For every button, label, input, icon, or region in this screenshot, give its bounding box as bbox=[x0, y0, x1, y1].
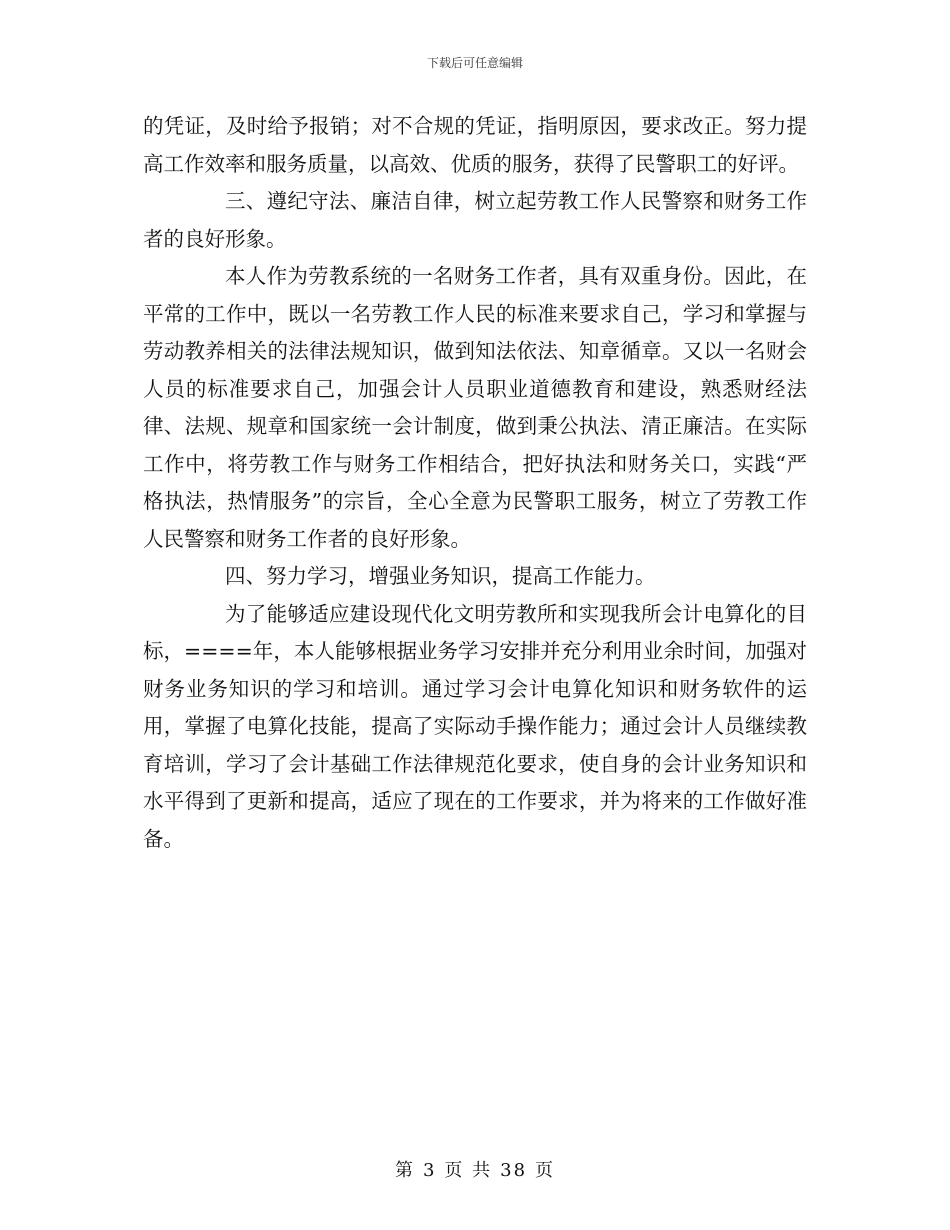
section-heading-4: 四、努力学习，增强业务知识，提高工作能力。 bbox=[225, 564, 656, 588]
footer-suffix: 页 bbox=[535, 1160, 556, 1181]
paragraph-1: 的凭证，及时给予报销；对不合规的凭证，指明原因，要求改正。努力提高工作效率和服务质量，以高效、优质的服务，获得了民警职工的好评。 bbox=[143, 114, 807, 176]
document-body bbox=[143, 108, 807, 858]
footer-prefix: 第 bbox=[394, 1160, 415, 1181]
paragraph-2: 本人作为劳教系统的一名财务工作者，具有双重身份。因此，在平常的工作中，既以一名劳教工作人民的标准来要求自己，学习和掌握与劳动教养相关的法律法规知识，做到知法依法、知章循章。又以一名财会人员的标准要求自己，加强会计人员职业道德教育和建设，熟悉财经法律、法规、规章和国家统一会计制度，做到秉公执法、清正廉洁。在实际工作中，将劳教工作与财务工作相结合，把好执法和财务关口，实践“严格执法，热情服务”的宗旨，全心全意为民警职工服务，树立了劳教工作人民警察和财务工作者的良好形象。 bbox=[143, 264, 807, 551]
page-header: 下载后可任意编辑 bbox=[426, 56, 523, 70]
paragraph-3: 为了能够适应建设现代化文明劳教所和实现我所会计电算化的目标，====年，本人能够根据业务学习安排并充分利用业余时间，加强对财务业务知识的学习和培训。通过学习会计电算化知识和财务软件的运用，掌握了电算化技能，提高了实际动手操作能力；通过会计人员继续教育培训，学习了会计基础工作法律规范化要求，使自身的会计业务知识和水平得到了更新和提高，适应了现在的工作要求，并为将来的工作做好准备。 bbox=[143, 601, 807, 851]
footer-middle: 页 共 bbox=[444, 1160, 493, 1181]
footer-current-page: 3 bbox=[422, 1160, 437, 1181]
page-footer bbox=[0, 1156, 950, 1182]
section-heading-3: 三、遵纪守法、廉洁自律，树立起劳教工作人民警察和财务工作者的良好形象。 bbox=[143, 189, 807, 251]
footer-total-pages: 38 bbox=[500, 1160, 528, 1181]
